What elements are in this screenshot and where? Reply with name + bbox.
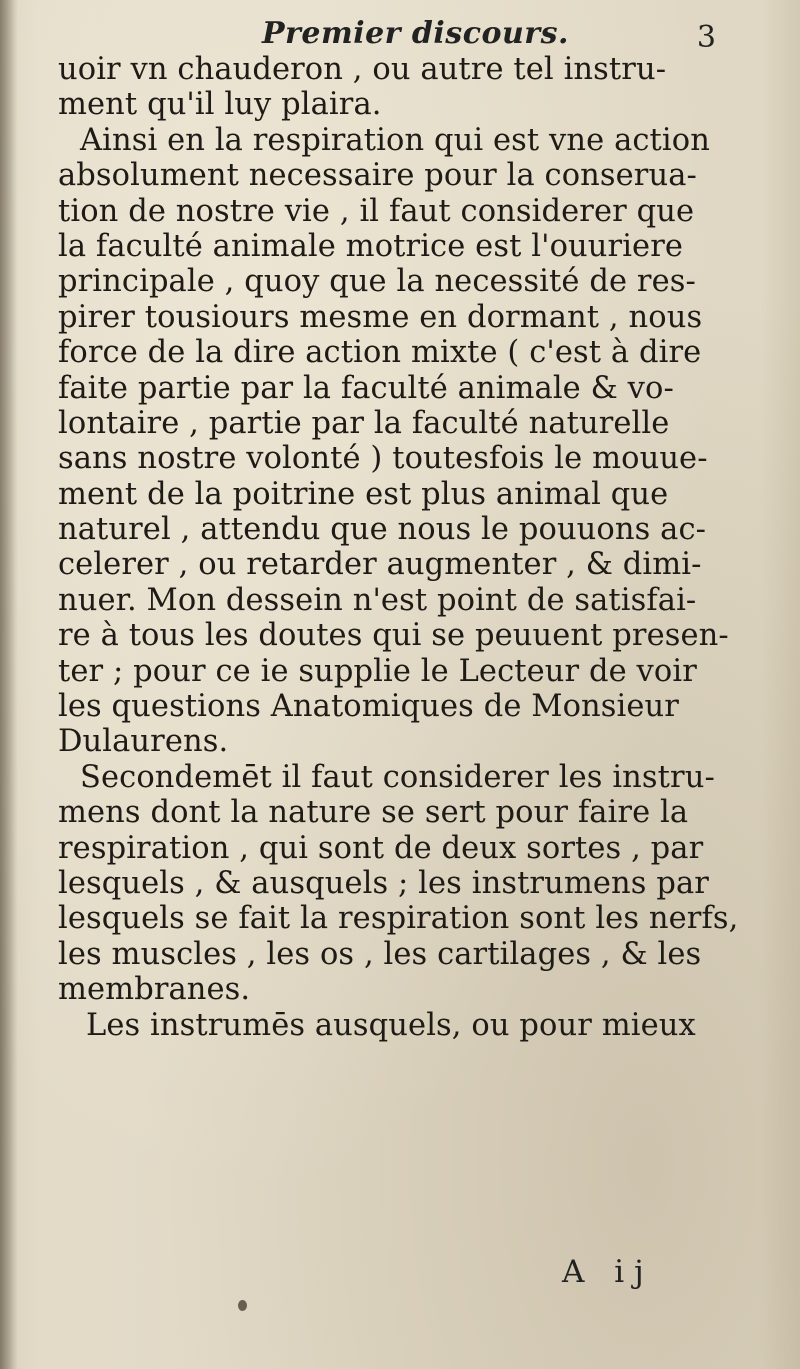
text-line: absolument necessaire pour la conserua- — [58, 158, 697, 194]
text-line: pirer tousiours mesme en dormant , nous — [58, 299, 703, 335]
text-line: Dulaurens. — [58, 724, 229, 760]
text-line: principale , quoy que la necessité de res- — [58, 264, 696, 300]
page-number: 3 — [696, 20, 716, 55]
text-line: nuer. Mon dessein n'est point de satisfai- — [58, 582, 697, 618]
text-line: sans nostre volonté ) toutesfois le mouue- — [58, 441, 708, 477]
text-line: tion de nostre vie , il faut considerer que — [58, 193, 695, 229]
text-line: la faculté animale motrice est l'ouuriere — [58, 228, 684, 264]
text-line: membranes. — [58, 972, 251, 1008]
page-spine-shadow — [0, 0, 18, 1369]
text-line: Secondemēt il faut considerer les instru- — [80, 759, 715, 795]
text-line: faite partie par la faculté animale & vo- — [58, 370, 674, 406]
text-line: uoir vn chauderon , ou autre tel instru- — [58, 52, 667, 87]
signature-mark: A ij — [562, 1254, 654, 1290]
text-line: lesquels , & ausquels ; les instrumens par — [58, 865, 709, 901]
text-line: celerer , ou retarder augmenter , & dimi- — [58, 547, 702, 583]
text-line: Ainsi en la respiration qui est vne action — [80, 122, 710, 158]
text-line: lontaire , partie par la faculté naturelle — [58, 405, 670, 441]
text-line: naturel , attendu que nous le pouuons ac- — [58, 512, 707, 548]
running-head: Premier discours. — [262, 16, 569, 51]
text-line: les muscles , les os , les cartilages , & les — [58, 936, 702, 972]
text-line: mens dont la nature se sert pour faire la — [58, 795, 689, 831]
text-line: force de la dire action mixte ( c'est à dire — [58, 335, 702, 371]
text-line: re à tous les doutes qui se peuuent presen- — [58, 618, 729, 654]
text-line: lesquels se fait la respiration sont les nerfs, — [58, 901, 739, 937]
page-footer — [0, 1254, 800, 1304]
text-line: respiration , qui sont de deux sortes , par — [58, 830, 704, 866]
text-line: les questions Anatomiques de Monsieur — [58, 689, 679, 725]
text-line: ter ; pour ce ie supplie le Lecteur de voir — [58, 653, 697, 689]
ink-blot — [238, 1300, 247, 1311]
body-text — [58, 52, 738, 1043]
text-line: Les instrumēs ausquels, ou pour mieux — [86, 1007, 696, 1043]
text-line: ment de la poitrine est plus animal que — [58, 476, 669, 512]
text-line: ment qu'il luy plaira. — [58, 87, 382, 123]
